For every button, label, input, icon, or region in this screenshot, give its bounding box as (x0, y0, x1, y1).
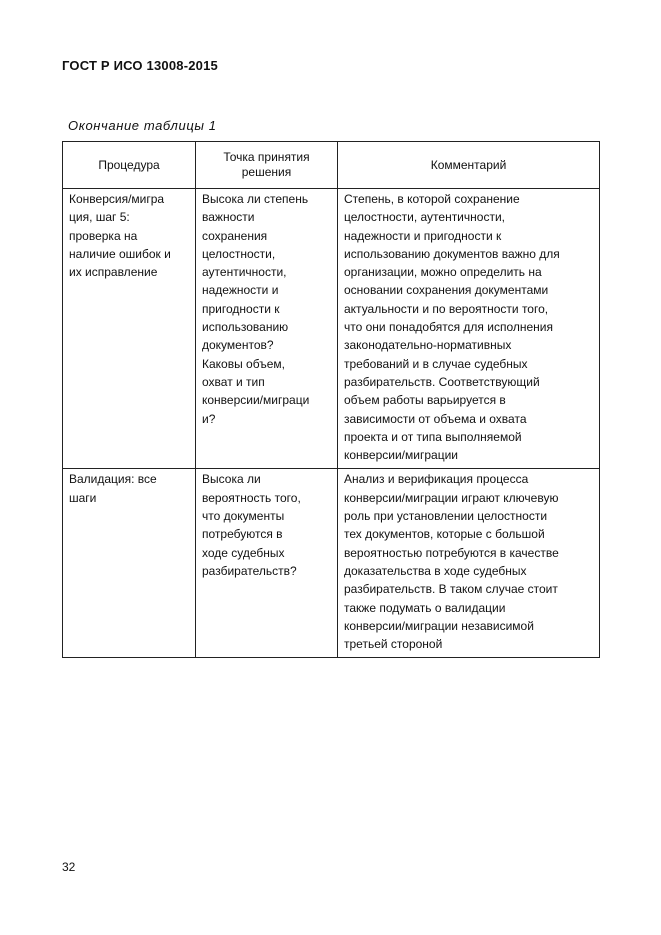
cell-line: роль при установлении целостности (344, 509, 548, 524)
cell-line: важности (202, 210, 255, 225)
table-row (63, 469, 600, 658)
cell-procedure (63, 189, 196, 469)
table-header-row (63, 142, 600, 189)
column-header-procedure (63, 142, 196, 189)
cell-line: наличие ошибок и (69, 246, 171, 261)
cell-line: вероятностью потребуются в качестве (344, 545, 559, 560)
header-line: Точка принятия (223, 150, 310, 164)
document-header-title: ГОСТ Р ИСО 13008-2015 (62, 58, 218, 73)
cell-line: и? (202, 411, 216, 426)
cell-line: организации, можно определить на (344, 265, 542, 280)
cell-line: проекта и от типа выполняемой (344, 429, 522, 444)
cell-line: требований и в случае судебных (344, 356, 528, 371)
cell-line: разбирательств. В таком случае стоит (344, 582, 558, 597)
header-line: решения (241, 165, 292, 179)
cell-line: аутентичности, (202, 265, 287, 280)
cell-line: надежности и (202, 283, 279, 298)
cell-line: Анализ и верификация процесса (344, 472, 529, 487)
cell-line: Высока ли степень (202, 192, 309, 206)
header-line: Комментарий (430, 157, 507, 172)
header-line: Процедура (98, 157, 160, 172)
cell-line: использованию документов важно для (344, 246, 560, 261)
cell-line: Каковы объем, (202, 356, 285, 371)
cell-line: целостности, аутентичности, (344, 210, 505, 225)
cell-line: Степень, в которой сохранение (344, 192, 520, 206)
cell-line: разбирательств. Соответствующий (344, 374, 540, 389)
column-header-comment (338, 142, 600, 189)
table-row (63, 189, 600, 469)
cell-line: основании сохранения документами (344, 283, 549, 298)
table-caption: Окончание таблицы 1 (68, 118, 217, 133)
cell-line: Высока ли (202, 472, 261, 487)
cell-line: ходе судебных (202, 545, 285, 560)
cell-line: надежности и пригодности к (344, 228, 502, 243)
cell-line: охват и тип (202, 374, 265, 389)
cell-decision-point (196, 189, 338, 469)
cell-comment (338, 189, 600, 469)
cell-line: третьей стороной (344, 637, 443, 652)
cell-line: документов? (202, 338, 274, 353)
cell-line: шаги (69, 490, 97, 505)
cell-line: Конверсия/мигра (69, 192, 165, 206)
page-number: 32 (62, 860, 76, 874)
cell-comment (338, 469, 600, 658)
cell-line: целостности, (202, 246, 276, 261)
cell-line: конверсии/миграци (202, 393, 310, 408)
cell-line: также подумать о валидации (344, 600, 506, 615)
cell-line: конверсии/миграции (344, 448, 458, 463)
cell-line: сохранения (202, 228, 268, 243)
cell-line: конверсии/миграции играют ключевую (344, 490, 559, 505)
cell-line: что они понадобятся для исполнения (344, 320, 553, 335)
column-header-decision-point (196, 142, 338, 189)
cell-decision-point (196, 469, 338, 658)
cell-line: потребуются в (202, 527, 283, 542)
cell-line: доказательства в ходе судебных (344, 563, 527, 578)
cell-line: законодательно-нормативных (344, 338, 512, 353)
cell-line: ция, шаг 5: (69, 210, 130, 225)
cell-procedure (63, 469, 196, 658)
cell-line: проверка на (69, 228, 138, 243)
cell-line: тех документов, которые с большой (344, 527, 545, 542)
cell-line: использованию (202, 320, 289, 335)
cell-line: пригодности к (202, 301, 280, 316)
comparison-table (62, 141, 600, 658)
cell-line: их исправление (69, 265, 158, 280)
cell-line: объем работы варьируется в (344, 393, 506, 408)
cell-line: разбирательств? (202, 563, 297, 578)
cell-line: вероятность того, (202, 490, 301, 505)
cell-line: конверсии/миграции независимой (344, 618, 534, 633)
cell-line: что документы (202, 509, 285, 524)
cell-line: зависимости от объема и охвата (344, 411, 527, 426)
cell-line: актуальности и по вероятности того, (344, 301, 549, 316)
cell-line: Валидация: все (69, 472, 157, 487)
